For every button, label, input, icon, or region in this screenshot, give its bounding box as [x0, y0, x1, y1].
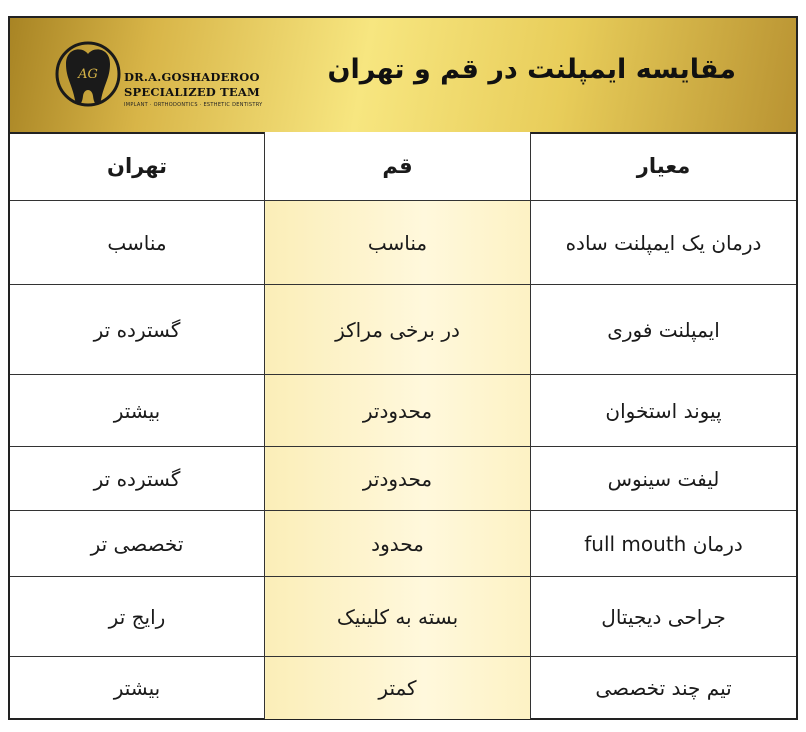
- tehran-cell: رایج تر: [10, 577, 265, 657]
- table-header-row: [10, 132, 796, 201]
- svg-text:AG: AG: [78, 67, 98, 82]
- tehran-cell: بیشتر: [10, 657, 265, 719]
- criterion-cell: جراحی دیجیتال: [531, 577, 797, 657]
- qom-cell: مناسب: [265, 201, 531, 285]
- criterion-cell: ایمپلنت فوری: [531, 285, 797, 375]
- criterion-cell: پیوند استخوان: [531, 375, 797, 447]
- qom-cell: در برخی مراکز: [265, 285, 531, 375]
- header-criterion: معیار: [531, 132, 797, 201]
- table-row: [10, 375, 796, 447]
- criterion-cell: تیم چند تخصصی: [531, 657, 797, 719]
- criterion-cell: درمان full mouth: [531, 511, 797, 577]
- logo-line-2: SPECIALIZED TEAM: [124, 85, 260, 99]
- table-row: [10, 285, 796, 375]
- criterion-cell: لیفت سینوس: [531, 447, 797, 511]
- criterion-cell: درمان یک ایمپلنت ساده: [531, 201, 797, 285]
- qom-cell: محدود: [265, 511, 531, 577]
- tehran-cell: گسترده تر: [10, 447, 265, 511]
- header-banner: [10, 18, 796, 134]
- tehran-cell: مناسب: [10, 201, 265, 285]
- tehran-cell: گسترده تر: [10, 285, 265, 375]
- qom-cell: محدودتر: [265, 375, 531, 447]
- page-title: مقایسه ایمپلنت در قم و تهران: [327, 54, 736, 85]
- qom-cell: کمتر: [265, 657, 531, 719]
- tooth-logo-icon: [52, 34, 128, 118]
- table-row: [10, 201, 796, 285]
- comparison-card: [8, 16, 798, 720]
- header-qom: قم: [265, 132, 531, 201]
- logo-line-1: DR.A.GOSHADEROO: [124, 70, 260, 84]
- logo-line-3: IMPLANT · ORTHODONTICS · ESTHETIC DENTISTRY: [124, 102, 263, 108]
- tehran-cell: تخصصی تر: [10, 511, 265, 577]
- header-tehran: تهران: [10, 132, 265, 201]
- clinic-logo: [52, 30, 282, 120]
- comparison-table: [10, 132, 796, 719]
- qom-cell: بسته به کلینیک: [265, 577, 531, 657]
- tehran-cell: بیشتر: [10, 375, 265, 447]
- table-row: [10, 447, 796, 511]
- table-row: [10, 657, 796, 719]
- table-row: [10, 577, 796, 657]
- table-row: [10, 511, 796, 577]
- qom-cell: محدودتر: [265, 447, 531, 511]
